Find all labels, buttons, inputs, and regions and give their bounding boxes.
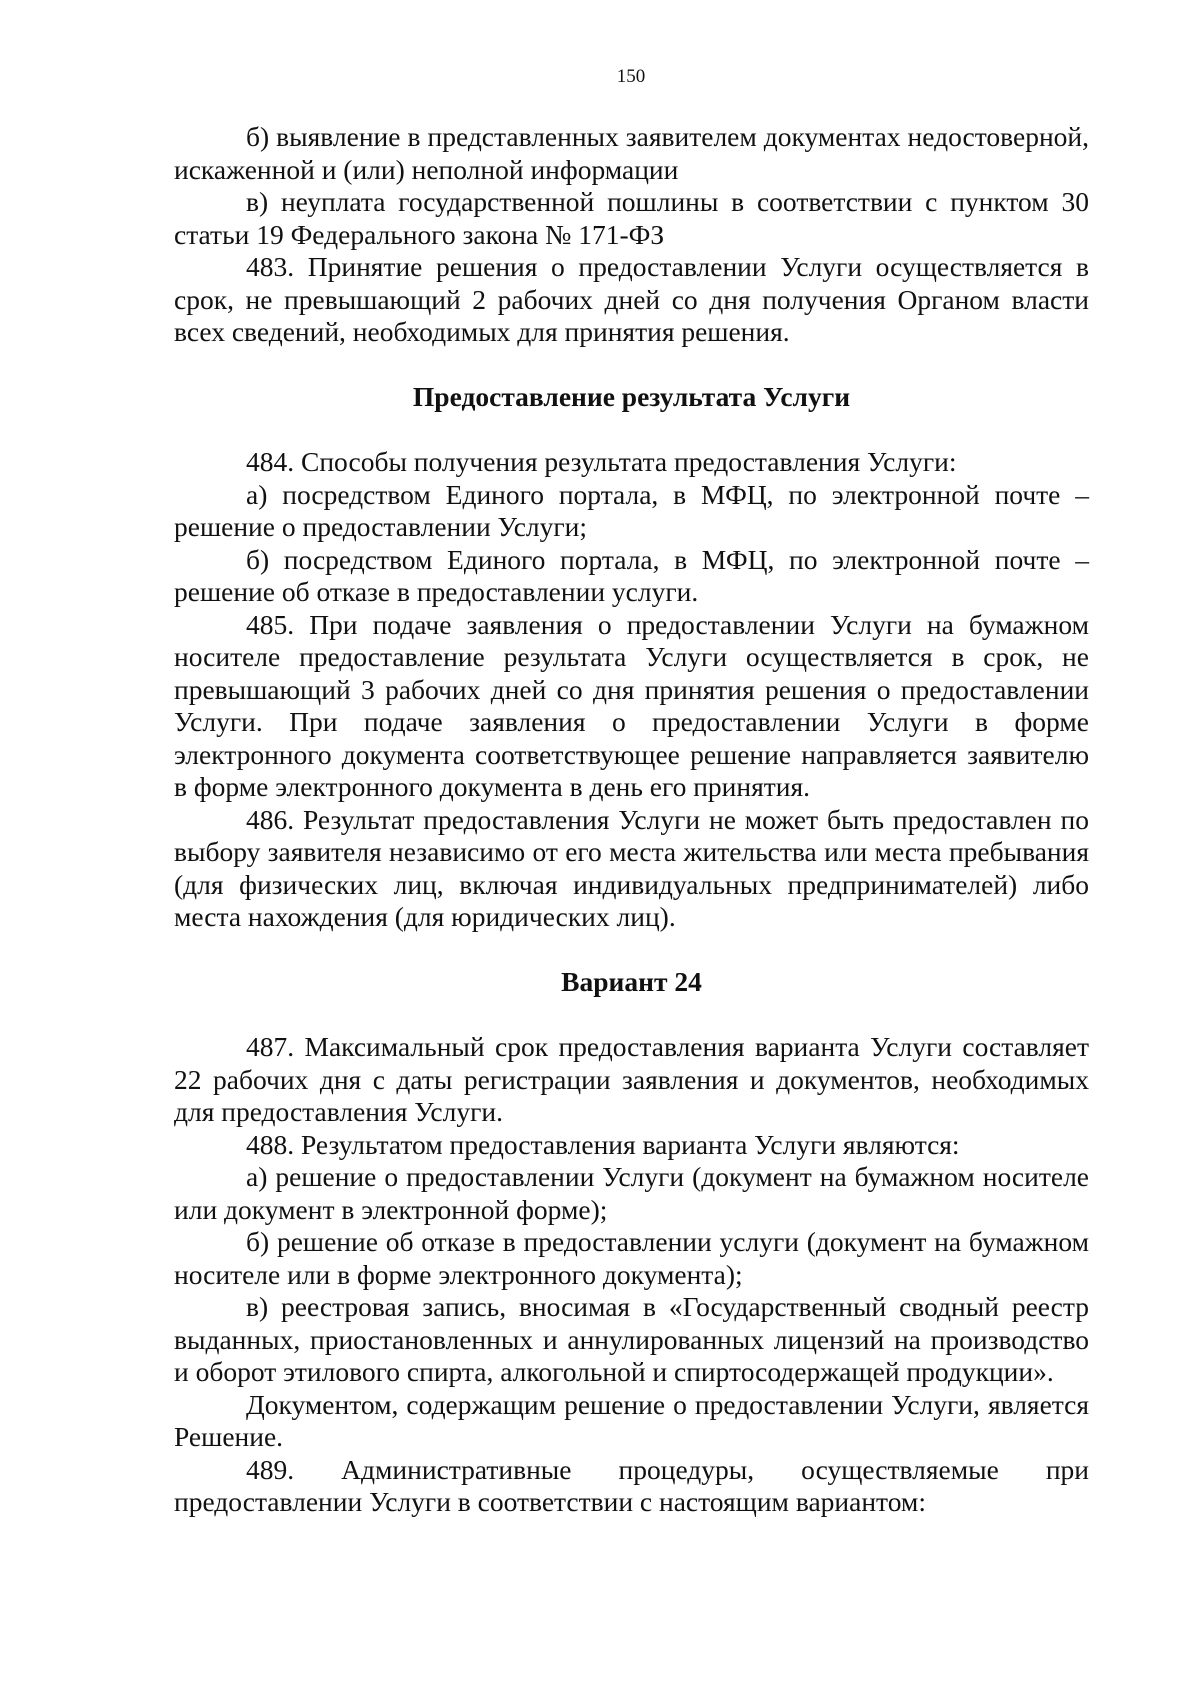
paragraph: б) решение об отказе в предоставлении услуги (документ на бумажном носителе или в форме электронного документа); bbox=[174, 1226, 1089, 1290]
section-heading: Вариант 24 bbox=[561, 966, 702, 997]
paragraph: 483. Принятие решения о предоставлении Услуги осуществляется в срок, не превышающий 2 рабочих дней со дня получения Органом власти всех сведений, необходимых для принятия решения. bbox=[174, 251, 1089, 347]
paragraph: 485. При подаче заявления о предоставлении Услуги на бумажном носителе предоставление результата Услуги осуществляется в срок, не превышающий 3 рабочих дней со дня принятия решения о предоставлении Услуги. При подаче заявления о предоставлении Услуги в форме электронного документа соответствующее решение направляется заявителю в форме электронного документа в день его принятия. bbox=[174, 608, 1089, 802]
document-body bbox=[174, 121, 1089, 1519]
paragraph: Документом, содержащим решение о предоставлении Услуги, является Решение. bbox=[174, 1388, 1089, 1452]
section-heading: Предоставление результата Услуги bbox=[412, 381, 851, 412]
spacer bbox=[174, 999, 1089, 1032]
paragraph: в) неуплата государственной пошлины в соответствии с пунктом 30 статьи 19 Федерального закона № 171-ФЗ bbox=[174, 186, 1089, 250]
paragraph: 486. Результат предоставления Услуги не может быть предоставлен по выбору заявителя независимо от его места жительства или места пребывания (для физических лиц, включая индивидуальных предпринимателей) либо места нахождения (для юридических лиц). bbox=[174, 803, 1089, 932]
paragraph: 484. Способы получения результата предоставления Услуги: bbox=[246, 446, 957, 477]
paragraph: 487. Максимальный срок предоставления варианта Услуги составляет 22 рабочих дня с даты регистрации заявления и документов, необходимых для предоставления Услуги. bbox=[174, 1031, 1089, 1127]
paragraph: б) выявление в представленных заявителем документах недостоверной, искаженной и (или) неполной информации bbox=[174, 121, 1089, 185]
paragraph: 489. Административные процедуры, осуществляемые при предоставлении Услуги в соответствии с настоящим вариантом: bbox=[174, 1453, 1089, 1517]
paragraph: а) решение о предоставлении Услуги (документ на бумажном носителе или документ в электронной форме); bbox=[174, 1161, 1089, 1225]
paragraph: 488. Результатом предоставления варианта Услуги являются: bbox=[246, 1128, 960, 1160]
spacer bbox=[174, 349, 1089, 382]
spacer bbox=[174, 414, 1089, 447]
spacer bbox=[174, 934, 1089, 967]
paragraph: а) посредством Единого портала, в МФЦ, по электронной почте – решение о предоставлении Услуги; bbox=[174, 478, 1089, 542]
paragraph: б) посредством Единого портала, в МФЦ, по электронной почте – решение об отказе в предоставлении услуги. bbox=[174, 543, 1089, 607]
page-number: 150 bbox=[616, 66, 646, 87]
paragraph: в) реестровая запись, вносимая в «Государственный сводный реестр выданных, приостановленных и аннулированных лицензий на производство и оборот этилового спирта, алкогольной и спиртосодержащей продукции». bbox=[174, 1291, 1089, 1387]
